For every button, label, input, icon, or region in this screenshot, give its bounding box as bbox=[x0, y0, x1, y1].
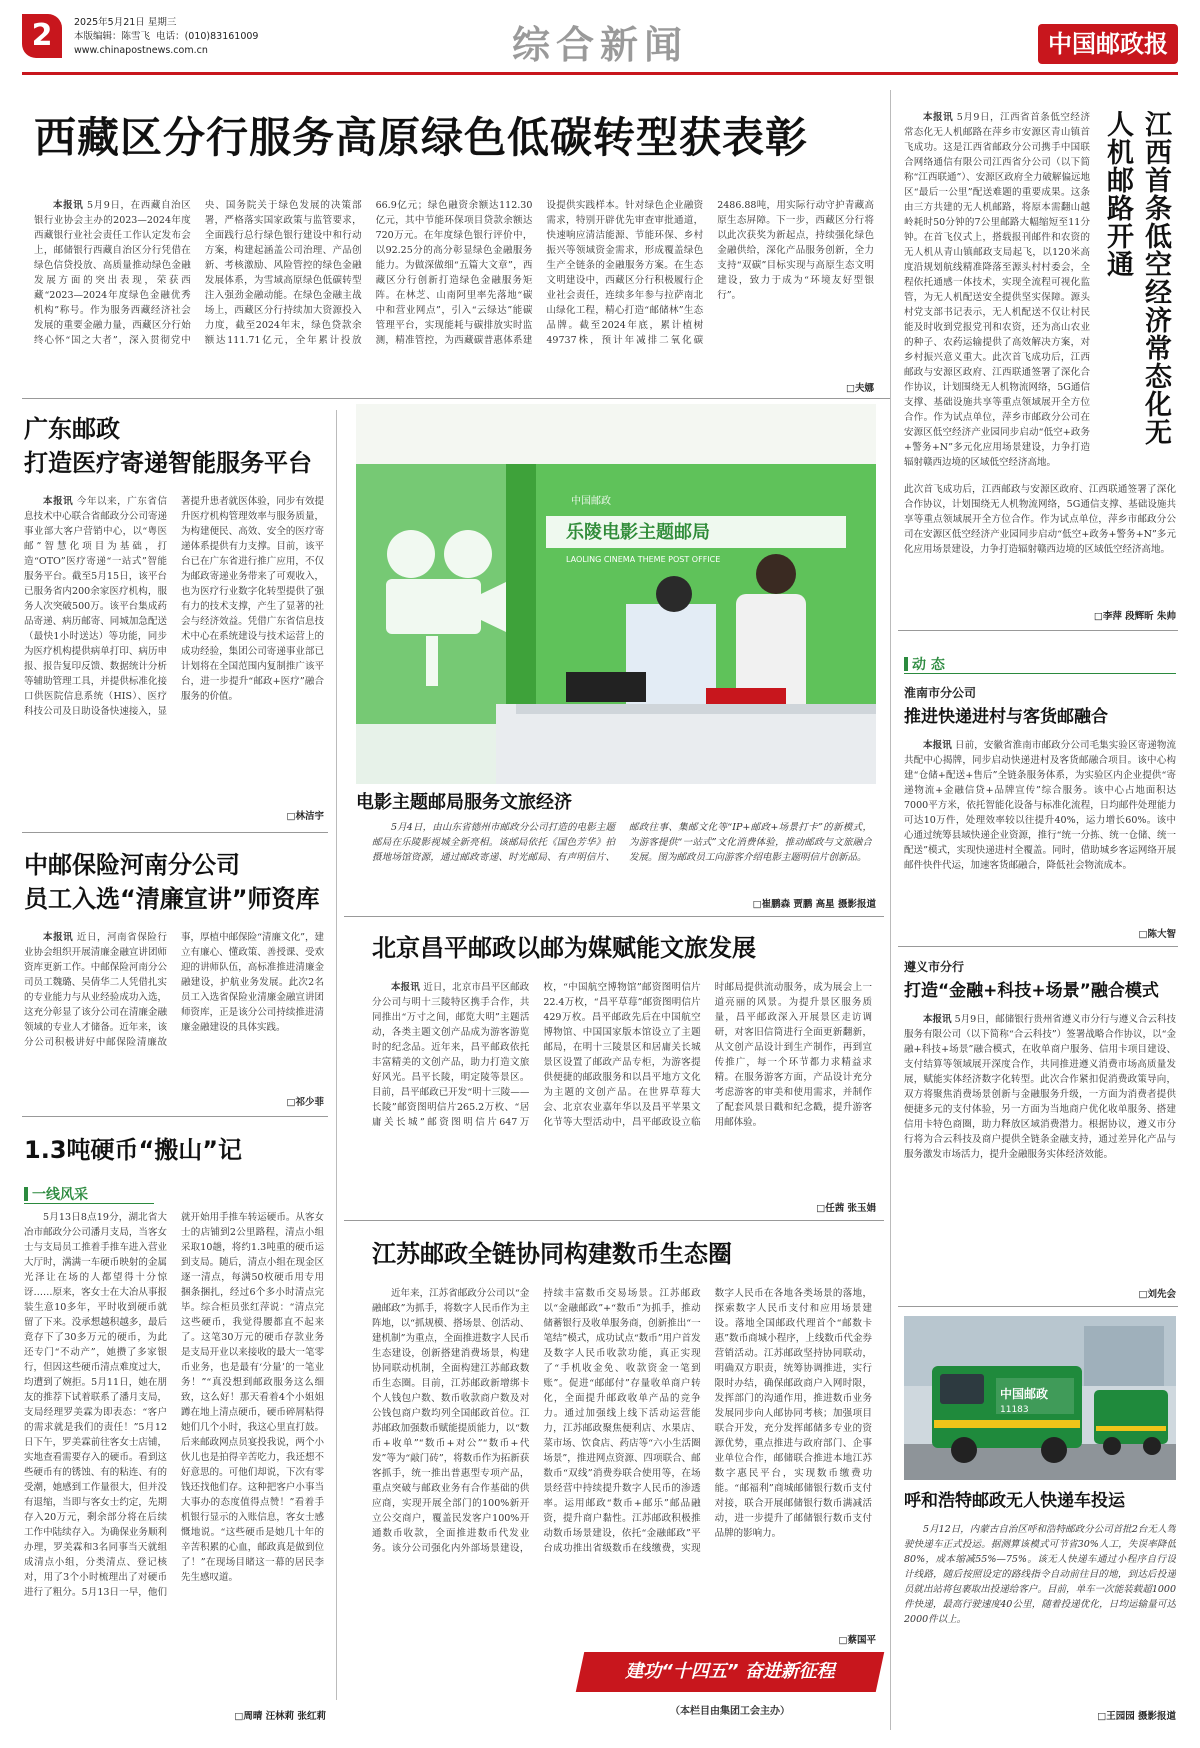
dongtai-tag: 动 态 bbox=[904, 654, 1004, 674]
coins-tag: 一线风采 bbox=[24, 1184, 164, 1204]
zunyi-sub: 遵义市分行 bbox=[904, 960, 965, 974]
photo-logo: 中国邮政 bbox=[571, 496, 611, 507]
jiangsu-byline: □蔡国平 bbox=[838, 1635, 876, 1646]
van-code: 11183 bbox=[1000, 1405, 1029, 1415]
beijing-title: 北京昌平邮政以邮为媒赋能文旅发展 bbox=[372, 934, 756, 962]
divider bbox=[898, 630, 1178, 631]
photo-caption-body: 5月4日，由山东省德州市邮政分公司打造的电影主题邮局在乐陵影视城全新亮相。该邮局依托《国色芳华》拍摄地场馆资源，通过邮政寄递、时光邮局、有声明信片、邮政往事、集邮文化等“IP+邮政+场景打卡”的新模式，为游客提供“一站式”文化消费体验，推动邮政与文旅融合发展。图为邮政员工向游客介绍电影主题明信片创新品。 bbox=[372, 822, 872, 863]
banner-text: 建功“十四五” 奋进新征程 bbox=[625, 1661, 835, 1682]
phone: 电话：(010)83161009 bbox=[156, 31, 259, 42]
coins-body: 5月13日8点19分，湖北省大冶市邮政分公司潘月支局，当客女士与支局员工推着手推车进入营业大厅时，满满一车硬币映射的金属光泽让在场的人都望得十分惊讶……原来，客女士在大冶从事报装生意10多年，平时收到硬币就留了下来。没承想越积越多，最后竟存下了30多万元的硬币，为此还专门“不动产”，她攒了多家银行，但因这些硬币清点难度过大，均遭到了婉拒。5月11日，她在朋友的推荐下试着联系了潘月支局，支局经理罗美霖为即表态：“客户的需求就是我们的责任！”5月12日下午，罗美霖前往客女士店铺，实地查看需要存入的硬币。看到这些硬币有的锈蚀、有的粘连、有的受潮，她感到工作量很大，但并没有退缩，当即与客女士约定，先期存入20万元，剩余部分将在后续工作中陆续存入。为确保业务顺利办理，罗美霖和3名同事当天就组成清点小组，分类清点、登记核对，用了3个小时梳理出了对硬币进行了粗分。5月13日一早，他们就开始用手推车转运硬币。从客女士的店铺到2公里路程，清点小组采取10趟，将约1.3吨重的硬币运到支局。随后，清点小组在现金区逐一清点，每满50枚硬币用专用捆条捆扎，经过6个多小时清点完毕。综合柜员张红萍说：“清点完这些硬币，我觉得腰都直不起来了。这笔30万元的硬币存款业务是支局开业以来接收的最大一笔零币业务，也是最有‘分量’的一笔业务！”“真没想到邮政服务这么细致，这么好！那天看着4个小姐姐蹲在地上清点硬币，硬币碎屑粘得她们几个小时，我这心里直打鼓。后来邮政网点员宴投我说，两个小伙儿也是拍得辛苦吃力，我还想不好意思的。可他们却说，下次有零钱还找他们存。这种把客户小事当大事办的态度值得点赞！”看着手机银行显示的入账信息，客女士感慨地说。“这些硬币是她几十年的辛苦积累的心血，邮政真是做到位了！”在现场目睹这一幕的居民李先生感叹道。 bbox=[24, 1212, 324, 1598]
lead-article-byline: □夫娜 bbox=[846, 383, 874, 394]
hohhot-body: 5月12日，内蒙古自治区呼和浩特邮政分公司首批2台无人驾驶快递车正式投运。据测算该模式可节省30%人工，失误率降低80%，成本缩减55%—75%。该无人快递车通过小程序自行设计线路，随后按照设定的路线指令自动前往目的地，到达后投递员就出站将包裹取出投递给客户。目前，单车一次能装载超1000件快递，最高行驶速度40公里，随着投递优化，日均运输量可达2000件以上。 bbox=[904, 1524, 1176, 1625]
guangdong-title: 广东邮政 打造医疗寄递智能服务平台 bbox=[24, 415, 312, 477]
page-header bbox=[0, 0, 1200, 80]
huainan-title: 推进快递进村与客货邮融合 bbox=[904, 707, 1108, 727]
van-label: 中国邮政 bbox=[1000, 1387, 1049, 1401]
divider bbox=[22, 1116, 328, 1117]
huainan-sub: 淮南市分公司 bbox=[904, 686, 977, 700]
tag-underline bbox=[904, 673, 1176, 674]
henan-byline: □祁少菲 bbox=[286, 1097, 324, 1108]
page-number: 2 bbox=[31, 18, 53, 53]
divider bbox=[898, 946, 1178, 947]
divider bbox=[344, 916, 884, 917]
henan-title: 中邮保险河南分公司 员工入选“清廉宣讲”师资库 bbox=[24, 851, 320, 913]
huainan-byline: □陈大智 bbox=[1138, 929, 1176, 940]
header-rule bbox=[22, 72, 1178, 75]
column-banner bbox=[576, 1652, 885, 1692]
divider bbox=[344, 1220, 884, 1221]
photo-caption-title: 电影主题邮局服务文旅经济 bbox=[356, 792, 572, 813]
coins-byline: □周晴 汪林莉 张红莉 bbox=[234, 1711, 326, 1722]
divider bbox=[22, 398, 890, 399]
jiangsu-body: 近年来，江苏省邮政分公司以“金融邮政”为抓手，将数字人民币作为主阵地，以“抓规模、搭场景、创活动、建机制”为重点，全面推进数字人民币生态建设，创新搭建消费场景，构建协同联动机制，全面构建江苏邮政数币生态圈。目前，江苏邮政新增绑卡个人钱包户数、数币收款商户数及对公钱包商户数均列全国邮政首位。江苏邮政加强数币赋能提质能力，以“数币+收单”“数币+对公”“数币+代发”等为“敲门砖”，将数币作为拓新获客抓手，统一推出普惠型专项产品，重点突破与邮政业务有合作基础的供应商，实现开展全部门的100%新开立公交商户，覆盖民发客户100%开通数币收款，全面推进数币代发业务。该分公司强化内外部场景建设，持续丰富数币交易场景。江苏邮政以“金融邮政”+“数币”为抓手，推动储蓄银行及收单服务商，创新推出“一笔结”模式，成功试点“数币”用户首发及数字人民币收款功能，真正实现了“手机收金免、收款资金一笔到账”。促进“邮邮付”存量收单商户转化，全面提升邮政收单产品的竞争力。通过加强线上线下活动运营能力，江苏邮政聚焦便利店、水果店、菜市场、饮食店、药店等“六小生活圈场景”，推进网点资源、四项联合、邮数币“双线”消费券联合使用等，在场景经营中持续提升数字人民币的渗透率。运用邮政“数币+邮乐”邮品融资，提升商户黏性。江苏邮政积极推动数币场景建设，依托“金融邮政”平台成功推出省级数币在线缴费，实现数字人民币在各地各类场景的落地，探索数字人民币支付和应用场景建设。落地全国邮政代理首个“邮数卡惠”数币商城小程序，上线数币代金券营销活动。江苏邮政坚持协同联动，明确双方职责，统筹协调推进，实行限时办结，确保邮政商户入网时限，发挥部门的沟通作用，推进数币业务发展同步向人邮协同考核；加强项目联合开发，充分发挥邮储多专业的资源优势，重点推进与政府部门、企事业单位合作，邮储联合推进本地江苏数字惠民平台，实现数币缴费功能。“邮福利”商城邮储银行数币支付对接，联合开展邮储银行数币满减活动，进一步提升了邮储银行数币支付品牌的影响力。 bbox=[372, 1288, 872, 1554]
photo-sign: 乐陵电影主题邮局 bbox=[566, 522, 710, 543]
tag-underline bbox=[24, 1203, 154, 1204]
huainan-body: 本报讯 日前，安徽省淮南市邮政分公司毛集实验区寄递物流共配中心揭牌，同步启动快递进村及客货邮融合项目。该中心构建“仓储+配送+售后”全链条服务体系，为实验区内企业提供“寄递物流+金融信贷+品牌宣传”综合服务。该中心占地面积达7000平方米，依托智能化设备与标准化流程，日均邮件处理能力可达10万件，处理效率较以往提升40%，运力增长60%。该中心通过统筹县域快递企业资源，推行“统一分拣、统一仓储、统一配送”模式，实现快递进村全覆盖。同时，借助城乡客运网络开展邮件快件代运，加速客货邮融合，降低社会物流成本。 bbox=[904, 740, 1176, 871]
zunyi-byline: □刘先会 bbox=[1138, 1289, 1176, 1300]
website: www.chinapostnews.com.cn bbox=[74, 45, 208, 56]
coins-title: 1.3吨硬币“搬山”记 bbox=[24, 1136, 243, 1164]
jiangxi-byline: □李萍 段辉昕 朱帅 bbox=[1093, 611, 1176, 622]
masthead bbox=[1038, 24, 1178, 64]
banner-sub: （本栏目由集团工会主办） bbox=[670, 1706, 790, 1717]
tag-bar bbox=[904, 657, 908, 671]
lead-label: 本报讯 bbox=[53, 200, 84, 211]
hohhot-byline: □王园园 摄影报道 bbox=[1097, 1711, 1176, 1722]
delivery-van-photo bbox=[904, 1316, 1176, 1480]
guangdong-byline: □林洁宇 bbox=[286, 811, 324, 822]
jiangsu-title: 江苏邮政全链协同构建数币生态圈 bbox=[372, 1240, 732, 1268]
zunyi-title: 打造“金融+科技+场景”融合模式 bbox=[904, 981, 1159, 1001]
jiangxi-title: 江西首条低空经济常态化无人机邮路开通 bbox=[1102, 110, 1171, 446]
section-title: 综合新闻 bbox=[511, 22, 688, 67]
beijing-byline: □任茜 张玉娟 bbox=[816, 1203, 876, 1214]
photo-byline: □崔鹏森 贾鹏 高星 摄影报道 bbox=[752, 899, 876, 910]
zunyi-body: 本报讯 5月9日，邮储银行贵州省遵义市分行与遵义合云科技服务有限公司（以下简称“合云科技”）签署战略合作协议，以“金融+科技+场景”融合模式，在收单商户服务、信用卡项目建设、支付结算等领域展开深度合作，共同推进遵义消费市场高质量发展，赋能实体经济数字化转型。此次合作紧扣促消费政策导向，双方将聚焦消费场景创新与金融服务升级，一方面为消费者提供便捷多元的支付体验，另一方面为当地商户优化收单服务、搭建信用卡特色商圈，助力释放区域消费潜力。根据协议，遵义市分行将为合云科技及商户提供全链条金融支持，通过差异化产品与服务激发市场活力，提升金融服务实体经济效能。 bbox=[904, 1014, 1176, 1160]
divider bbox=[890, 90, 891, 1730]
divider bbox=[336, 410, 337, 1700]
lead-article-title: 西藏区分行服务高原绿色低碳转型获表彰 bbox=[34, 113, 809, 162]
photo-sign-en: LAOLING CINEMA THEME POST OFFICE bbox=[566, 555, 721, 564]
issue-date: 2025年5月21日 星期三 bbox=[74, 17, 177, 28]
guangdong-body: 本报讯 今年以来，广东省信息技术中心联合省邮政分公司寄递事业部大客户营销中心，以“粤医邮”智慧化项目为基础，打造“OTO”医疗寄递“一站式”智能服务平台。截至5月15日，该平台已服务省内200余家医疗机构，服务人次突破500万。该平台集成药品寄递、病历邮寄、同城加急配送（最快1小时送达）等功能，同步为医疗机构提供病单打印、病历申报、报告复印反馈、数据统计分析等辅助管理工具，并提供标准化接口供医院信息系统（HIS）、医疗科技公司及日助设备快速接入，显著提升患者就医体验，同步有效提升医疗机构管理效率与服务质量，为构建便民、高效、安全的医疗寄递体系提供有力支撑。目前，该平台已在广东省进行推广应用，不仅为邮政寄递业务带来了可观收入，也为医疗行业数字化转型提供了强有力的技术支撑，产生了显著的社会与经济效益。凭借广东省信息技术中心在系统建设与技术运营上的成功经验，集团公司寄递事业部已计划将在全国范围内复制推广该平台，进一步提升“邮政+医疗”融合服务的价值。 bbox=[24, 496, 324, 717]
masthead-text: 中国邮政报 bbox=[1048, 30, 1168, 58]
editor: 本版编辑：陈雪飞 bbox=[74, 31, 151, 42]
beijing-body: 本报讯 近日，北京市昌平区邮政分公司与明十三陵特区携手合作，共同推出“万寸之间，邮览大明”主题活动，各类主题文创产品成为游客游览时的纪念品。近年来，昌平邮政依托丰富精美的文创产品，助力打造文旅好风光。昌平长陵，明定陵等景区。目前，昌平邮政已开发“明十三陵——长陵”邮资图明信片265.2万枚、“居庸关长城”邮资图明信片647万枚，“中国航空博物馆”邮资图明信片22.4万枚，“昌平草莓”邮资图明信片429万枚。昌平邮政先后在中国航空博物馆、中国国家版本馆设立了主题邮局，在明十三陵景区和居庸关长城景区设置了邮政产品专柜，为游客提供便捷的邮政服务和以昌平地方文化为主题的文创产品。在世界草莓大会、北京农业嘉年华以及昌平苹果文化节等大型活动中，昌平邮政设立临时邮局提供流动服务，成为展会上一道亮丽的风景。为提升景区服务质量，昌平邮政深入开展景区走访调研，对客旧信筒进行全面更新翻新，从文创产品设计到生产制作，再到宣传推广，每一个环节都力求精益求精。在服务游客方面，产品设计充分考虑游客的审美和使用需求，并制作了配套风景日戳和纪念戳，提升游客用邮体验。 bbox=[372, 982, 872, 1128]
divider bbox=[898, 1306, 1178, 1307]
post-office-photo bbox=[356, 404, 876, 784]
divider bbox=[22, 832, 328, 833]
jiangxi-body-cont: 此次首飞成功后，江西邮政与安源区政府、江西联通签署了深化合作协议，计划围绕无人机物流网络，5G通信支撑、基础设施共享等重点领域展开全方位合作。作为试点单位，萍乡市邮政分公司在安源区低空经济产业园同步启动“低空+政务+警务+N”多元化应用场景建设，力争打造辐射赣西边境的区域低空经济高地。 bbox=[904, 484, 1176, 555]
page-number-badge bbox=[22, 14, 62, 58]
henan-body: 本报讯 近日，河南省保险行业协会组织开展清廉金融宣讲团师资库更新工作。中邮保险河南分公司员工魏璐、吴倩华二人凭借扎实的专业能力与从业经验成功入选，这充分彰显了该分公司在清廉金融领域的专业人才储备。近年来，该分公司积极讲好中邮保险清廉故事，厚植中邮保险“清廉文化”，建立有廉心、懂政策、善授课、受欢迎的讲师队伍，高标准推进清廉金融建设，护航业务发展。此次2名员工入选省保险业清廉金融宣讲团师资库，正是该分公司持续推进清廉金融建设的具体实践。 bbox=[24, 932, 324, 1048]
hohhot-title: 呼和浩特邮政无人快递车投运 bbox=[904, 1491, 1125, 1511]
tag-bar bbox=[24, 1187, 28, 1201]
delivery-van-illustration bbox=[904, 1316, 1176, 1480]
post-office-illustration bbox=[356, 404, 876, 784]
jiangxi-body: 本报讯 5月9日，江西省首条低空经济常态化无人机邮路在萍乡市安源区青山镇首飞成功。这是江西省邮政分公司携手中国联合网络通信有限公司江西省分公司（以下简称“江西联通”）、安源区政府全力破解偏远地区“最后一公里”配送难题的重要成果。这条由三方共建的无人机邮路，将原本需翻山越岭耗时50分钟的7公里邮路大幅缩短至11分钟。在首飞仪式上，搭载报刊邮件和农资的无人机从青山镇邮政支局起飞，以120米高度沿规划航线精准降落至源头村村委会，全程依托通感一体技术，实现全流程可视化监管，为无人机配送安全提供坚实保障。源头村党支部书记表示，无人机配送不仅让村民能及时收到党报党刊和农资，还为高山农业的种子、农药运输提供了高效解决方案，对乡村振兴意义重大。此次首飞成功后，江西邮政与安源区政府、江西联通签署了深化合作协议，计划围绕无人机物流网络，5G通信支撑、基础设施共享等重点领域展开全方位合作。作为试点单位，萍乡市邮政分公司在安源区低空经济产业园同步启动“低空+政务+警务+N”多元化应用场景建设，力争打造辐射赣西边境的区域低空经济高地。 bbox=[904, 112, 1090, 468]
lead-article-body: 本报讯 5月9日，在西藏自治区银行业协会主办的2023—2024年度西藏银行业社会责任工作认定发布会上，邮储银行西藏自治区分行凭借在绿色信贷投放、高质量推动绿色金融发展方面的突出表现，荣获西藏“2023—2024年度绿色金融优秀机构”称号。作为服务西藏经济社会发展的重要金融力量，西藏区分行始终心怀“国之大者”，深入贯彻党中央、国务院关于绿色发展的决策部署，严格落实国家政策与监管要求，全面践行总行绿色银行建设中和行动方案，构建起涵盖公司治理、产品创新、考核激励、风险管控的绿色金融发展体系，为雪域高原绿色低碳转型注入强劲金融动能。在绿色金融主战场上，西藏区分行持续加大资源投入力度，截至2024年末，绿色贷款余额达111.71亿元，全年累计投放66.9亿元；绿色融资余额达112.30亿元，其中节能环保项目贷款余额达720万元。在年度绿色银行评价中，以92.25分的高分彰显绿色金融服务能力。为做深做细“五篇大文章”，西藏区分行创新打造绿色金融服务矩阵。在林芝、山南阿里率先落地“碳中和营业网点”，引入“云绿达”能碳管理平台，实现能耗与碳排放实时监测，精准管控，为西藏碳普惠体系建设提供实践样本。针对绿色企业融资需求，特别开辟优先审查审批通道，快速响应清洁能源、节能环保、乡村振兴等领域资金需求，形成覆盖绿色生产全链条的金融服务方案。在生态文明建设中，西藏区分行积极履行企业社会责任，连续多年参与拉萨南北山绿化工程，精心打造“邮储林”生态品牌。截至2024年底，累计植树49737株，预计年减排二氧化碳2486.88吨，用实际行动守护青藏高原生态屏障。下一步，西藏区分行将以此次获奖为新起点，持续强化绿色金融供给，深化产品服务创新，全力支持“双碳”目标实现与高原生态文明建设，致力于成为“环境友好型银行”。 bbox=[34, 200, 874, 346]
